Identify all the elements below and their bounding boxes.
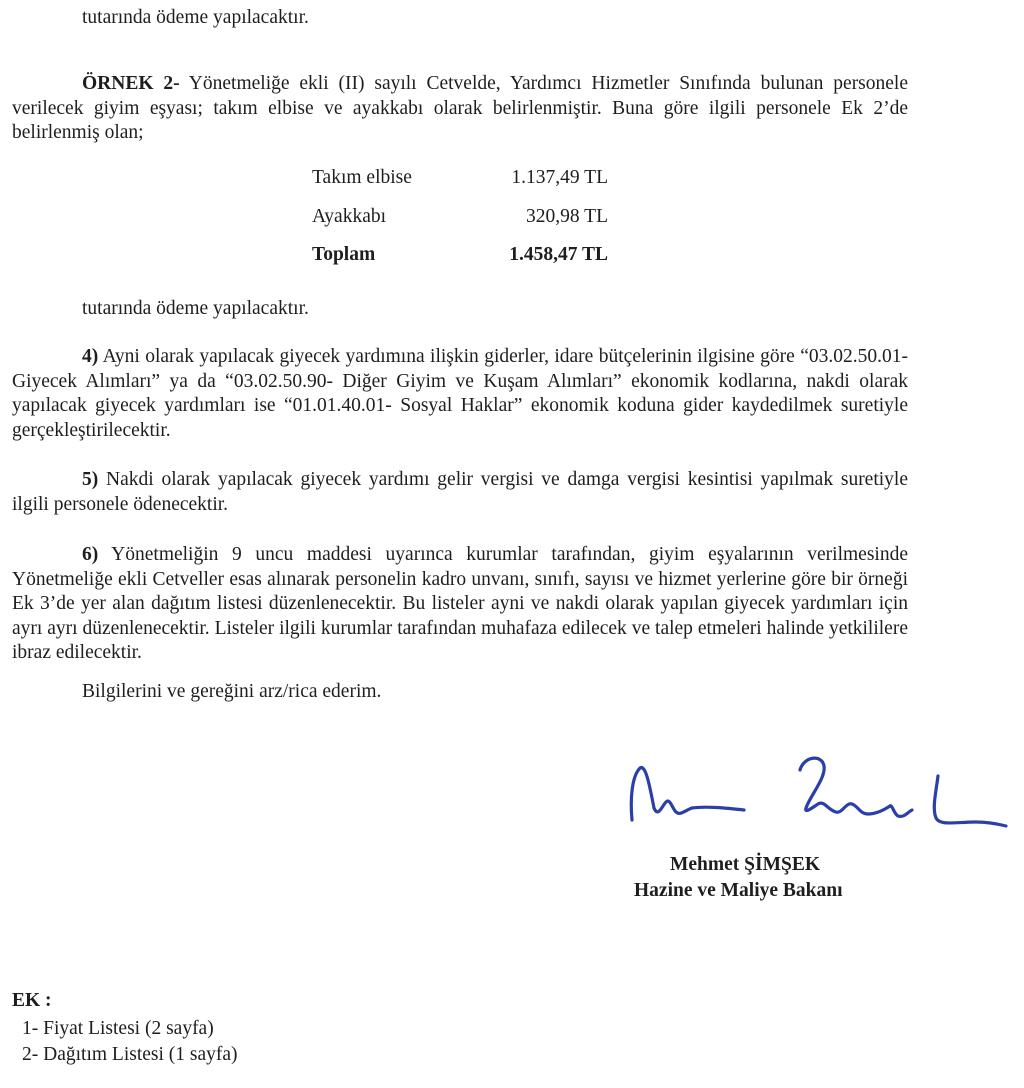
item-5-paragraph xyxy=(12,468,908,517)
signatory-title: Hazine ve Maliye Bakanı xyxy=(634,880,843,901)
attachment-item: 2- Dağıtım Listesi (1 sayfa) xyxy=(22,1044,238,1065)
price-item: Ayakkabı xyxy=(312,205,387,227)
item-4-number: 4) xyxy=(82,346,99,367)
signature-image xyxy=(626,748,1010,848)
item-5-number: 5) xyxy=(82,469,99,490)
after-table-line: tutarında ödeme yapılacaktır. xyxy=(82,298,309,319)
closing-line: Bilgilerini ve gereğini arz/rica ederim. xyxy=(82,681,382,702)
signatory-name: Mehmet ŞİMŞEK xyxy=(670,854,821,875)
price-amount: 320,98 TL xyxy=(526,205,608,227)
attachments-heading: EK : xyxy=(12,990,52,1011)
item-6-number: 6) xyxy=(82,544,99,565)
signature-stroke xyxy=(631,758,1006,826)
item-5-text: Nakdi olarak yapılacak giyecek yardımı gelir vergisi ve damga vergisi kesintisi yapılmak suretiyle ilgili personele ödenecektir. xyxy=(12,469,908,515)
price-total-amount: 1.458,47 TL xyxy=(509,244,608,265)
price-item: Takım elbise xyxy=(312,167,412,188)
item-4-text: Ayni olarak yapılacak giyecek yardımına ilişkin giderler, idare bütçelerinin ilgisine göre “03.02.50.01- Giyecek Alımları” ya da “03.02.50.90- Diğer Giyim ve Kuşam Alımları” ekonomik kodlarına, nakdi olarak yapılacak giyecek yardımları ise “01.01.40.01- Sosyal Haklar” ekonomik koduna gider kaydedilmek suretiyle gerçekleştirilecektir. xyxy=(12,346,908,441)
attachment-item: 1- Fiyat Listesi (2 sayfa) xyxy=(22,1018,214,1039)
top-line: tutarında ödeme yapılacaktır. xyxy=(82,7,309,28)
price-total-label: Toplam xyxy=(312,244,376,265)
item-4-paragraph xyxy=(12,345,908,443)
item-6-paragraph xyxy=(12,543,908,666)
example-2-label: ÖRNEK 2- xyxy=(82,73,180,94)
example-2-text: Yönetmeliğe ekli (II) sayılı Cetvelde, Yardımcı Hizmetler Sınıfında bulunan personele verilecek giyim eşyası; takım elbise ve ayakkabı olarak belirlenmiştir. Buna göre ilgili personele Ek 2’de belirlenmiş olan; xyxy=(12,73,909,144)
example-2-paragraph xyxy=(12,72,908,146)
item-6-text: Yönetmeliğin 9 uncu maddesi uyarınca kurumlar tarafından, giyim eşyalarının verilmesinde Yönetmeliğe ekli Cetveller esas alınarak personelin kadro unvanı, sınıfı, sayısı ve hizmet yerlerine göre bir örneği Ek 3’de yer alan dağıtım listesi düzenlenecektir. Bu listeler ayni ve nakdi olarak yapılan giyecek yardımları için ayrı ayrı düzenlenecektir. Listeler ilgili kurumlar tarafından muhafaza edilecek ve talep etmeleri halinde yetkililere ibraz edilecektir. xyxy=(12,544,908,664)
price-amount: 1.137,49 TL xyxy=(511,167,608,188)
